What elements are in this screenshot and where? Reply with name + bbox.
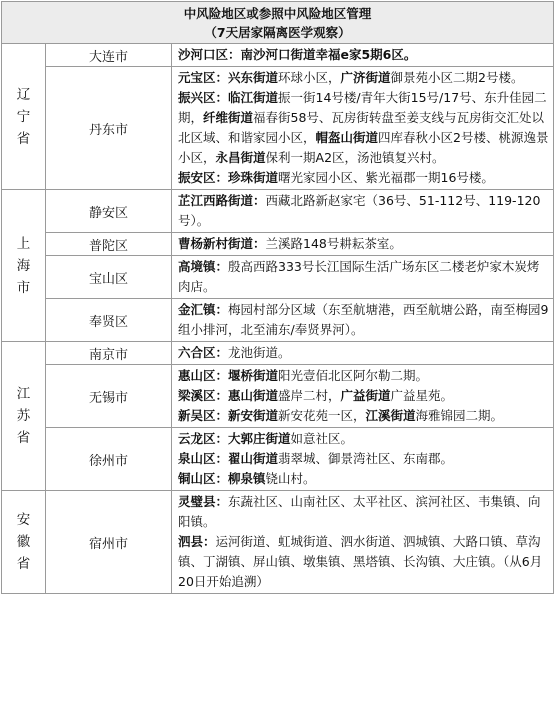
province-cell: 安 徽 省 [2, 491, 46, 594]
city-cell: 奉贤区 [46, 299, 172, 342]
area-text: 殷高西路333号长江国际生活广场东区二楼老炉家木炭烤肉店。 [178, 259, 540, 294]
area-text: 阳光壹佰北区阿尔勒二期。 [278, 368, 429, 383]
area-details-cell [172, 67, 554, 190]
table-row [2, 428, 554, 491]
district-name: 铜山区：柳泉镇 [178, 471, 266, 486]
area-text: 广益星苑。 [390, 388, 454, 403]
area-details-cell [172, 233, 554, 256]
area-details-cell [172, 299, 554, 342]
area-text: 龙池街道。 [228, 345, 291, 360]
province-cell: 上 海 市 [2, 190, 46, 342]
table-row [2, 256, 554, 299]
table-row [2, 190, 554, 233]
district-entry [178, 234, 549, 254]
area-text: 四库春秋小区2号楼、桃源逸景小区， [178, 130, 549, 165]
district-entry [178, 257, 549, 297]
city-cell: 普陀区 [46, 233, 172, 256]
area-details-cell [172, 256, 554, 299]
area-text: 盛岸二村， [278, 388, 341, 403]
table-row [2, 44, 554, 67]
area-text: 御景苑小区二期2号楼。 [390, 70, 524, 85]
district-name: 振兴区：临江街道 [178, 90, 279, 105]
city-cell: 徐州市 [46, 428, 172, 491]
district-name: 新吴区：新安街道 [178, 408, 279, 423]
area-text: 兰溪路148号耕耘茶室。 [265, 236, 402, 251]
district-name: 泉山区：翟山街道 [178, 451, 279, 466]
district-entry [178, 449, 549, 469]
district-name: 梁溪区：惠山街道 [178, 388, 279, 403]
district-name: 金汇镇： [178, 302, 229, 317]
district-entry [178, 168, 549, 188]
district-name: 振安区：珍珠街道 [178, 170, 279, 185]
area-text: 新安花苑一区， [278, 408, 366, 423]
district-name: 云龙区：大郭庄街道 [178, 431, 291, 446]
table-row [2, 299, 554, 342]
area-text: 环球小区， [278, 70, 341, 85]
area-text: 西藏北路新赵家宅（36号、51-112号、119-120号）。 [178, 193, 541, 228]
table-row [2, 233, 554, 256]
district-name: 六合区： [178, 345, 229, 360]
table-row [2, 365, 554, 428]
area-details-cell [172, 365, 554, 428]
district-name: 永昌街道 [215, 150, 266, 165]
district-name: 灵璧县： [178, 494, 229, 509]
province-cell: 辽 宁 省 [2, 44, 46, 190]
district-name: 元宝区：兴东街道 [178, 70, 279, 85]
district-name: 芷江西路街道： [178, 193, 266, 208]
province-cell: 江 苏 省 [2, 342, 46, 491]
area-text: 海雅锦园二期。 [415, 408, 504, 423]
district-entry [178, 386, 549, 406]
area-details-cell [172, 44, 554, 67]
district-name: 高境镇： [178, 259, 229, 274]
header-subtitle: （7天居家隔离医学观察） [204, 25, 351, 40]
district-entry [178, 429, 549, 449]
district-name: 广济街道 [340, 70, 391, 85]
district-entry [178, 300, 549, 340]
area-text: 铙山村。 [265, 471, 316, 486]
area-text: 运河街道、虹城街道、泗水街道、泗城镇、大路口镇、草沟镇、丁湖镇、屏山镇、墩集镇、黑塔镇、长沟镇、大庄镇。（从6月20日开始追溯） [178, 534, 543, 589]
district-entry [178, 532, 549, 592]
district-name: 惠山区：堰桥街道 [178, 368, 279, 383]
city-cell: 宿州市 [46, 491, 172, 594]
area-details-cell [172, 190, 554, 233]
header-title: 中风险地区或参照中风险地区管理 [183, 6, 372, 21]
district-entry [178, 45, 549, 65]
table-row [2, 491, 554, 594]
area-text: 曙光家园小区、紫光福郡一期16号楼。 [278, 170, 494, 185]
risk-area-table [1, 1, 554, 594]
area-text: 东蔬社区、山南社区、太平社区、滨河社区、韦集镇、向阳镇。 [178, 494, 541, 529]
city-cell: 宝山区 [46, 256, 172, 299]
district-name: 曹杨新村街道： [178, 236, 266, 251]
district-entry [178, 469, 549, 489]
city-cell: 无锡市 [46, 365, 172, 428]
district-name: 沙河口区：南沙河口街道幸福e家5期6区。 [178, 47, 417, 62]
district-entry [178, 68, 549, 88]
district-name: 广益街道 [340, 388, 391, 403]
area-details-cell [172, 428, 554, 491]
district-name: 纤维街道 [203, 110, 254, 125]
area-text: 保利一期A2区，汤池镇复兴村。 [265, 150, 445, 165]
area-text: 如意社区。 [290, 431, 354, 446]
area-text: 梅园村部分区域（东至航塘港，西至航塘公路，南至梅园9组小排河，北至浦东/奉贤界河）。 [178, 302, 549, 337]
table-row [2, 67, 554, 190]
district-entry [178, 406, 549, 426]
area-details-cell [172, 491, 554, 594]
table-row [2, 342, 554, 365]
area-details-cell [172, 342, 554, 365]
area-text: 翡翠城、御景湾社区、东南郡。 [278, 451, 454, 466]
city-cell: 南京市 [46, 342, 172, 365]
district-name: 江溪街道 [365, 408, 416, 423]
area-text: 福春街58号、瓦房街转盘至姜支线与瓦房街交汇处以北区域、和谐家园小区， [178, 110, 544, 145]
district-entry [178, 343, 549, 363]
district-entry [178, 366, 549, 386]
district-entry [178, 191, 549, 231]
district-name: 泗县： [178, 534, 216, 549]
city-cell: 丹东市 [46, 67, 172, 190]
city-cell: 静安区 [46, 190, 172, 233]
area-text: 振一街14号楼/青年大街15号/17号、东升佳园二期， [178, 90, 547, 125]
district-name: 帽盔山街道 [315, 130, 379, 145]
table-header [2, 2, 554, 44]
district-entry [178, 88, 549, 168]
district-entry [178, 492, 549, 532]
city-cell: 大连市 [46, 44, 172, 67]
